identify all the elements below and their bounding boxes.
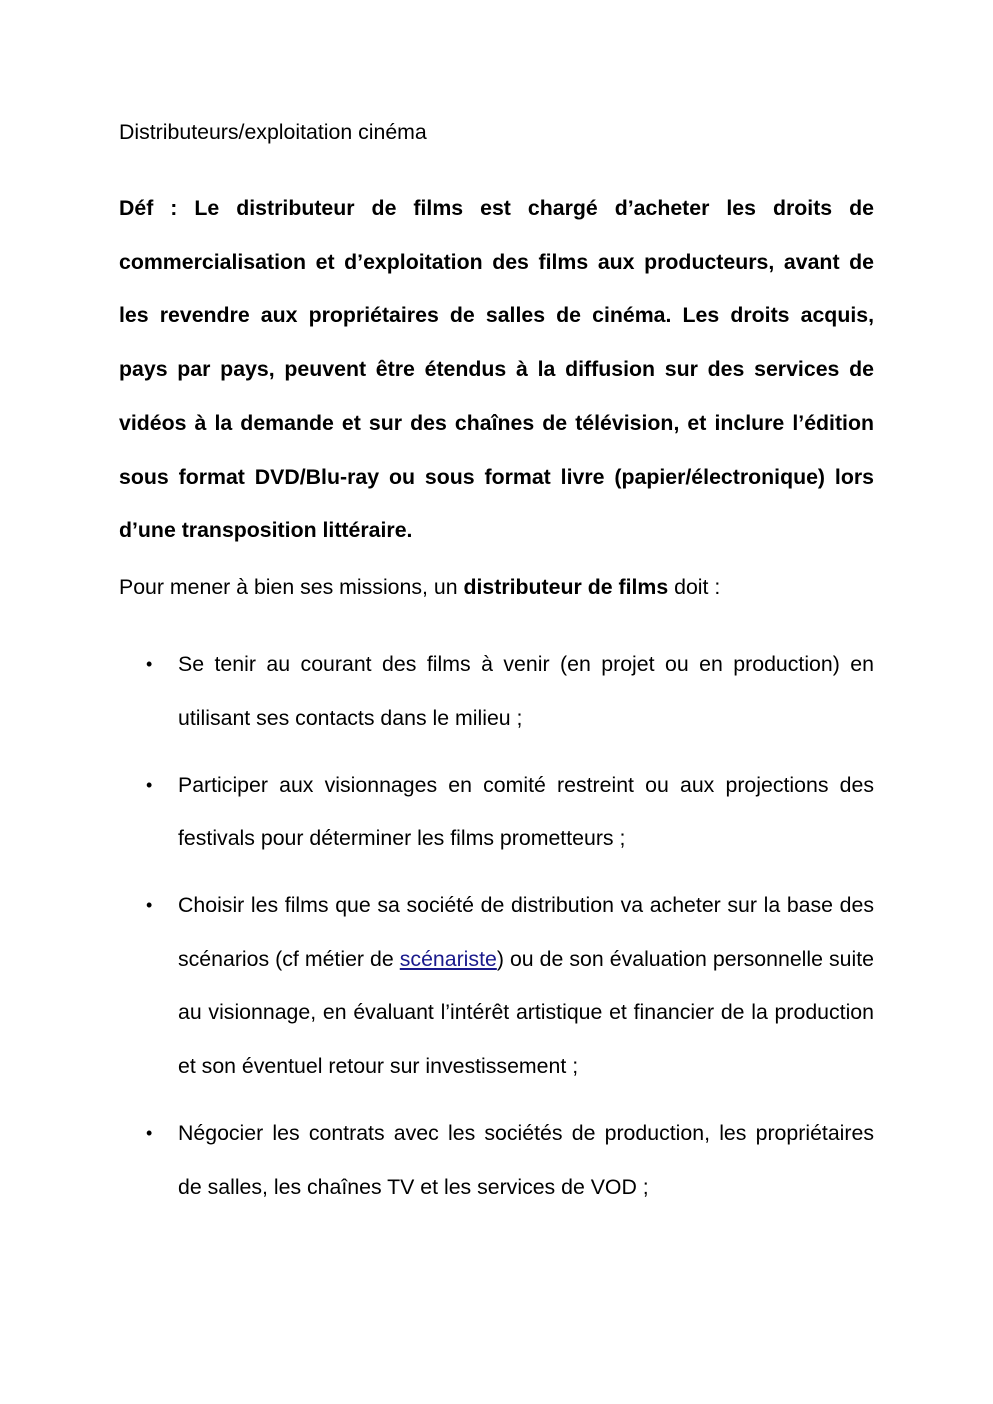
list-item-text: Négocier les contrats avec les sociétés de production, les propriétaires de salles, les chaînes TV et les services de VOD ; <box>178 1120 874 1199</box>
intro-bold-term: distributeur de films <box>463 575 669 599</box>
list-item <box>119 638 874 745</box>
list-item <box>119 1107 874 1214</box>
definition-paragraph <box>119 182 874 558</box>
list-item-text-before: Choisir les films que sa société de distribution va acheter sur la base des scénarios (cf métier de <box>178 893 874 971</box>
missions-list <box>119 638 874 1228</box>
definition-label: Déf : <box>119 196 178 220</box>
document-title: Distributeurs/exploitation cinéma <box>119 120 427 144</box>
intro-after: doit : <box>668 575 721 599</box>
list-item-text: Se tenir au courant des films à venir (en projet ou en production) en utilisant ses contacts dans le milieu ; <box>178 652 874 730</box>
bullet-icon: • <box>146 895 153 916</box>
intro-before: Pour mener à bien ses missions, un <box>119 575 464 599</box>
intro-paragraph <box>119 574 720 601</box>
scenariste-link[interactable]: scénariste <box>399 946 497 971</box>
list-item-text-after: ) ou de son évaluation personnelle suite au visionnage, en évaluant l’intérêt artistique et financier de la production et son éventuel retour sur investissement ; <box>178 946 874 1078</box>
bullet-icon: • <box>146 1122 153 1143</box>
list-item-text: Participer aux visionnages en comité restreint ou aux projections des festivals pour déterminer les films prometteurs ; <box>178 772 874 851</box>
list-item <box>119 759 874 866</box>
bullet-icon: • <box>146 654 153 674</box>
bullet-icon: • <box>146 774 153 795</box>
definition-text: Le distributeur de films est chargé d’acheter les droits de commercialisation et d’exploitation des films aux producteurs, avant de les revendre aux propriétaires de salles de cinéma. Les droits acquis, pays par pays, peuvent être étendus à la diffusion sur des services de vidéos à la demande et sur des chaînes de télévision, et inclure l’édition sous format DVD/Blu-ray ou sous format livre (papier/électronique) lors d’une transposition littéraire. <box>119 196 874 543</box>
list-item <box>119 879 874 1093</box>
